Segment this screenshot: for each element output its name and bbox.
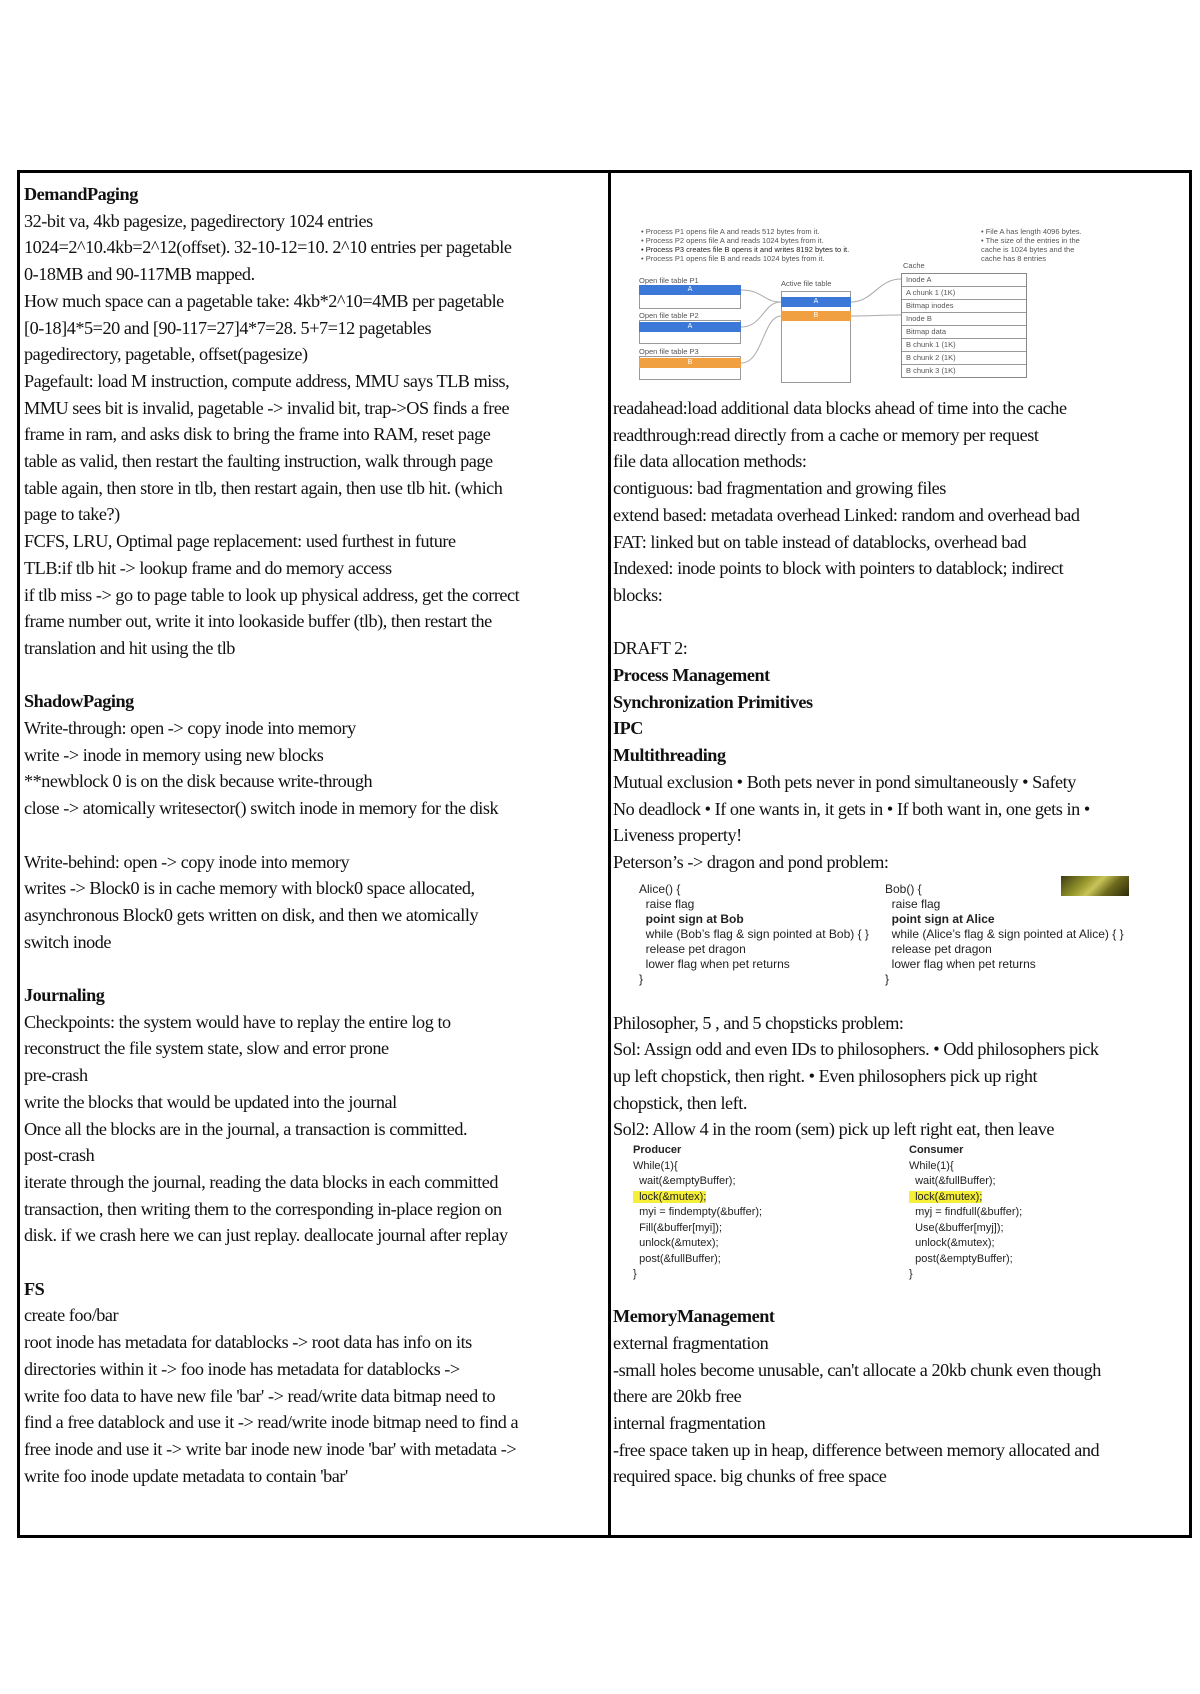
oft-p2-label: Open file table P2 xyxy=(639,311,699,320)
note-line: Write-through: open -> copy inode into memory xyxy=(24,718,356,739)
note-line: chopstick, then left. xyxy=(613,1092,747,1113)
code-line: } xyxy=(885,971,890,986)
note-line: asynchronous Block0 gets written on disk, and then we atomically xyxy=(24,904,479,925)
note-line: directories within it -> foo inode has metadata for datablocks -> xyxy=(24,1358,460,1379)
producer-consumer-figure xyxy=(613,1143,1187,1303)
code-line: while (Bob’s flag & sign pointed at Bob) { } xyxy=(639,926,869,941)
code-line: myj = findfull(&buffer); xyxy=(909,1206,1023,1219)
note-line: find a free datablock and use it -> read/write inode bitmap need to find a xyxy=(24,1412,519,1433)
note-line: readahead:load additional data blocks ahead of time into the cache xyxy=(613,398,1067,418)
note-line: external fragmentation xyxy=(613,1332,769,1353)
note-line: if tlb miss -> go to page table to look up physical address, get the correct xyxy=(24,584,520,605)
code-line xyxy=(909,1190,1022,1206)
dragon-photo xyxy=(1061,876,1129,896)
note-line: How much space can a pagetable take: 4kb*2^10=4MB per pagetable xyxy=(24,290,504,311)
note-line: Once all the blocks are in the journal, a transaction is committed. xyxy=(24,1118,468,1139)
note-line: [0-18]4*5=20 and [90-117=27]4*7=28. 5+7=12 pagetables xyxy=(24,317,432,338)
note-line: frame number out, write it into lookaside buffer (tlb), then restart the xyxy=(24,611,492,632)
note-line: No deadlock • If one wants in, it gets in • If both want in, one gets in • xyxy=(613,798,1090,819)
note-line: FCFS, LRU, Optimal page replacement: used furthest in future xyxy=(24,531,456,552)
note-line: disk. if we crash here we can just replay. deallocate journal after replay xyxy=(24,1225,508,1246)
note-line: extend based: metadata overhead Linked: random and overhead bad xyxy=(613,504,1080,525)
figure-bullet: • The size of the entries in the xyxy=(981,236,1080,245)
active-file-table-label: Active file table xyxy=(781,279,832,288)
code-line: Use(&buffer[myj]); xyxy=(909,1221,1004,1234)
note-line: frame in ram, and asks disk to bring the frame into RAM, reset page xyxy=(24,424,491,445)
code-line: wait(&fullBuffer); xyxy=(909,1175,996,1188)
code-line: While(1){ xyxy=(909,1159,954,1172)
code-line: } xyxy=(639,971,644,986)
code-line: release pet dragon xyxy=(639,941,746,956)
producer-code xyxy=(633,1143,762,1283)
note-line: DRAFT 2: xyxy=(613,638,688,659)
code-line: myi = findempty(&buffer); xyxy=(633,1206,763,1219)
note-line: pagedirectory, pagetable, offset(pagesize) xyxy=(24,344,308,365)
note-line: iterate through the journal, reading the data blocks in each committed xyxy=(24,1171,499,1192)
oft-p1-label: Open file table P1 xyxy=(639,276,699,285)
left-column xyxy=(20,173,611,1535)
note-line: reconstruct the file system state, slow and error prone xyxy=(24,1038,389,1059)
oft-p3-entry-b: B xyxy=(639,358,741,368)
note-line: Mutual exclusion • Both pets never in pond simultaneously • Safety xyxy=(613,771,1076,792)
code-line: Consumer xyxy=(909,1144,964,1157)
code-line: } xyxy=(909,1268,913,1281)
note-line: MMU sees bit is invalid, pagetable -> invalid bit, trap->OS finds a free xyxy=(24,397,510,418)
code-line: } xyxy=(633,1268,637,1281)
code-line: Producer xyxy=(633,1144,682,1157)
note-line: readthrough:read directly from a cache or memory per request xyxy=(613,424,1039,445)
code-line: post(&emptyBuffer); xyxy=(909,1252,1013,1265)
right-column xyxy=(611,173,1189,1535)
note-line: writes -> Block0 is in cache memory with block0 space allocated, xyxy=(24,878,475,899)
note-line: Write-behind: open -> copy inode into memory xyxy=(24,851,350,872)
figure-bullet: • File A has length 4096 bytes. xyxy=(981,227,1082,236)
cache-row: A chunk 1 (1K) xyxy=(902,287,1026,300)
cache-row: Inode A xyxy=(902,274,1026,287)
figure-bullet: • Process P1 opens file A and reads 512 bytes from it. xyxy=(641,227,820,236)
blank-line xyxy=(24,1249,606,1276)
section-heading: FS xyxy=(24,1278,45,1299)
cache-row: Inode B xyxy=(902,313,1026,326)
code-line: wait(&emptyBuffer); xyxy=(633,1175,736,1188)
bob-code xyxy=(885,882,1124,987)
cache-row: B chunk 3 (1K) xyxy=(906,366,956,375)
code-line: lower flag when pet returns xyxy=(885,956,1036,971)
file-table-figure xyxy=(613,181,1187,391)
note-line: free inode and use it -> write bar inode new inode 'bar' with metadata -> xyxy=(24,1438,517,1459)
cache-table xyxy=(901,273,1027,378)
section-heading: ShadowPaging xyxy=(24,691,134,712)
figure-bullet: cache has 8 entries xyxy=(981,254,1047,263)
note-line: table again, then store in tlb, then restart again, then use tlb hit. (which xyxy=(24,477,503,498)
code-line: Fill(&buffer[myi]); xyxy=(633,1221,723,1234)
note-line: write the blocks that would be updated into the journal xyxy=(24,1091,397,1112)
note-line: 0-18MB and 90-117MB mapped. xyxy=(24,264,255,285)
note-line: post-crash xyxy=(24,1145,95,1166)
cache-row: B chunk 1 (1K) xyxy=(902,339,1026,352)
note-line: 32-bit va, 4kb pagesize, pagedirectory 1024 entries xyxy=(24,210,373,231)
notes-sheet xyxy=(17,170,1192,1538)
note-line: **newblock 0 is on the disk because write-through xyxy=(24,771,373,792)
code-line: unlock(&mutex); xyxy=(909,1237,995,1250)
note-line: pre-crash xyxy=(24,1065,88,1086)
code-line: Alice() { xyxy=(639,881,681,896)
section-heading: Multithreading xyxy=(613,745,726,766)
highlighted-code: lock(&mutex); xyxy=(909,1190,983,1203)
note-line: Peterson’s -> dragon and pond problem: xyxy=(613,851,889,872)
cache-row: B chunk 2 (1K) xyxy=(902,352,1026,365)
note-line: -small holes become unusable, can't allocate a 20kb chunk even though xyxy=(613,1359,1101,1380)
cache-row: Bitmap data xyxy=(902,326,1026,339)
alice-code xyxy=(639,882,869,987)
note-line: write foo inode update metadata to contain 'bar' xyxy=(24,1465,348,1486)
section-heading: MemoryManagement xyxy=(613,1306,775,1327)
figure-connectors xyxy=(613,181,1153,391)
figure-bullet: • Process P1 opens file B and reads 1024 bytes from it. xyxy=(641,254,825,263)
section-heading: IPC xyxy=(613,718,643,739)
note-line: contiguous: bad fragmentation and growing files xyxy=(613,478,946,499)
note-line: 1024=2^10.4kb=2^12(offset). 32-10-12=10. 2^10 entries per pagetable xyxy=(24,237,512,258)
code-line xyxy=(633,1190,762,1206)
code-line: lower flag when pet returns xyxy=(639,956,790,971)
note-line: internal fragmentation xyxy=(613,1412,766,1433)
code-line: post(&fullBuffer); xyxy=(633,1252,721,1265)
note-line: Indexed: inode points to block with pointers to datablock; indirect xyxy=(613,558,1064,579)
note-line: switch inode xyxy=(24,931,112,952)
oft-p1-entry-a: A xyxy=(639,285,741,295)
section-heading: Process Management xyxy=(613,665,770,686)
note-line: Sol: Assign odd and even IDs to philosophers. • Odd philosophers pick xyxy=(613,1039,1099,1060)
note-line: -free space taken up in heap, difference between memory allocated and xyxy=(613,1439,1100,1460)
note-line: write foo data to have new file 'bar' -> read/write data bitmap need to xyxy=(24,1385,496,1406)
blank-line xyxy=(24,662,606,689)
note-line: file data allocation methods: xyxy=(613,451,807,472)
code-line: point sign at Alice xyxy=(885,911,995,926)
figure-bullet: • Process P3 creates file B opens it and writes 8192 bytes to it. xyxy=(641,245,850,254)
cache-label: Cache xyxy=(903,261,925,270)
note-line: create foo/bar xyxy=(24,1305,119,1326)
note-line: translation and hit using the tlb xyxy=(24,637,235,658)
active-entry-b: B xyxy=(781,311,851,321)
note-line: Sol2: Allow 4 in the room (sem) pick up left right eat, then leave xyxy=(613,1119,1055,1140)
code-line: release pet dragon xyxy=(885,941,992,956)
peterson-code-figure xyxy=(613,876,1187,1010)
note-line: Philosopher, 5 , and 5 chopsticks problem: xyxy=(613,1012,904,1033)
oft-p3-label: Open file table P3 xyxy=(639,347,699,356)
note-line: blocks: xyxy=(613,584,663,605)
code-line: While(1){ xyxy=(633,1159,678,1172)
blank-line xyxy=(24,955,606,982)
note-line: write -> inode in memory using new blocks xyxy=(24,744,324,765)
note-line: Checkpoints: the system would have to replay the entire log to xyxy=(24,1011,451,1032)
note-line: root inode has metadata for datablocks -> root data has info on its xyxy=(24,1332,472,1353)
blank-line xyxy=(613,609,1187,636)
note-line: table as valid, then restart the faulting instruction, walk through page xyxy=(24,451,493,472)
note-line: Liveness property! xyxy=(613,825,742,846)
highlighted-code: lock(&mutex); xyxy=(633,1190,707,1203)
active-entry-a: A xyxy=(781,297,851,307)
code-line: raise flag xyxy=(639,896,695,911)
figure-bullet: cache is 1024 bytes and the xyxy=(981,245,1075,254)
code-line: unlock(&mutex); xyxy=(633,1237,719,1250)
note-line: FAT: linked but on table instead of datablocks, overhead bad xyxy=(613,531,1027,552)
note-line: transaction, then writing them to the corresponding in-place region on xyxy=(24,1198,502,1219)
section-heading: DemandPaging xyxy=(24,184,138,204)
oft-p2-entry-a: A xyxy=(639,322,741,332)
figure-bullet: • Process P2 opens file A and reads 1024 bytes from it. xyxy=(641,236,824,245)
section-heading: Journaling xyxy=(24,985,105,1006)
code-line: point sign at Bob xyxy=(639,911,744,926)
note-line: up left chopstick, then right. • Even philosophers pick up right xyxy=(613,1066,1038,1087)
note-line: TLB:if tlb hit -> lookup frame and do memory access xyxy=(24,557,392,578)
consumer-code xyxy=(909,1143,1022,1283)
code-line: Bob() { xyxy=(885,881,922,896)
section-heading: Synchronization Primitives xyxy=(613,691,813,712)
note-line: Pagefault: load M instruction, compute address, MMU says TLB miss, xyxy=(24,370,510,391)
code-line: while (Alice’s flag & sign pointed at Alice) { } xyxy=(885,926,1124,941)
note-line: page to take?) xyxy=(24,504,120,525)
note-line: required space. big chunks of free space xyxy=(613,1466,887,1487)
note-line: there are 20kb free xyxy=(613,1386,742,1407)
note-line: close -> atomically writesector() switch inode in memory for the disk xyxy=(24,798,499,819)
cache-row: Bitmap inodes xyxy=(902,300,1026,313)
blank-line xyxy=(24,822,606,849)
code-line: raise flag xyxy=(885,896,941,911)
